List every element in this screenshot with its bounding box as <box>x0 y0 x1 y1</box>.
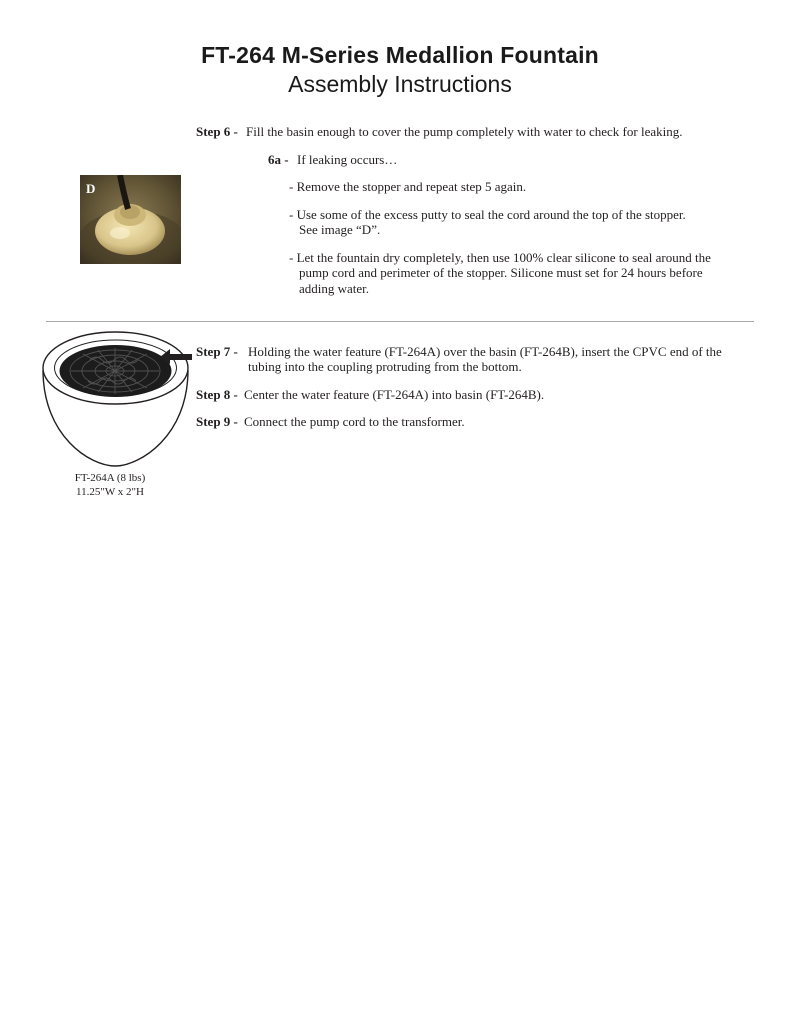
step-6-label: Step 6 - <box>196 124 238 139</box>
fountain-bowl-illustration <box>40 326 200 476</box>
product-caption-dimensions: 11.25"W x 2"H <box>76 486 144 498</box>
step-6a-bullet-3-cont-2: adding water. <box>299 281 370 296</box>
step-6a-bullet-1: - Remove the stopper and repeat step 5 again. <box>289 179 527 194</box>
image-d-label: D <box>86 181 96 196</box>
step-9-text: Connect the pump cord to the transformer. <box>244 414 465 429</box>
step-6a-bullet-3-cont: pump cord and perimeter of the stopper. Silicone must set for 24 hours before <box>299 265 703 280</box>
page-subtitle: Assembly Instructions <box>288 71 512 97</box>
step-8-text: Center the water feature (FT-264A) into basin (FT-264B). <box>244 387 545 402</box>
section-divider <box>46 321 754 322</box>
page-title: FT-264 M-Series Medallion Fountain <box>201 42 599 68</box>
step-7-label: Step 7 - <box>196 344 238 359</box>
step-6a-bullet-3: - Let the fountain dry completely, then use 100% clear silicone to seal around the <box>289 250 711 265</box>
stopper-photo <box>80 175 181 264</box>
step-6a-bullet-2: - Use some of the excess putty to seal the cord around the top of the stopper. <box>289 207 686 222</box>
step-8-label: Step 8 - <box>196 387 238 402</box>
product-caption-weight: FT-264A (8 lbs) <box>74 472 146 484</box>
step-7-text-line-2: tubing into the coupling protruding from the bottom. <box>248 359 522 374</box>
step-7-text-line-1: Holding the water feature (FT-264A) over the basin (FT-264B), insert the CPVC end of the <box>248 344 722 359</box>
step-6a-label: 6a - <box>268 152 289 167</box>
step-6a-text: If leaking occurs… <box>297 152 398 167</box>
step-6a-bullet-2-cont: See image “D”. <box>299 222 381 237</box>
step-6-text: Fill the basin enough to cover the pump completely with water to check for leaking. <box>246 124 683 139</box>
step-9-label: Step 9 - <box>196 414 238 429</box>
